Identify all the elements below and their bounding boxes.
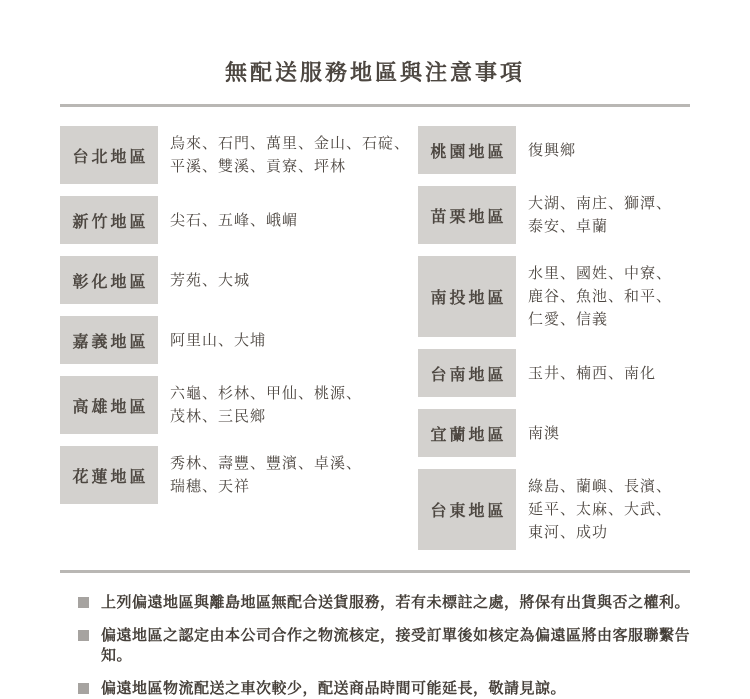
- region-row: [60, 446, 410, 504]
- region-row: [418, 469, 690, 550]
- region-areas: [170, 256, 250, 304]
- area-line: 阿里山、大埔: [170, 331, 267, 349]
- area-line: 南澳: [528, 424, 561, 442]
- region-row: [60, 196, 410, 244]
- area-line: 尖石、五峰、峨嵋: [170, 211, 299, 229]
- area-line: 延平、太麻、大武、: [528, 501, 673, 518]
- region-areas: [170, 446, 362, 504]
- region-label: 台東地區: [418, 469, 516, 550]
- region-row: [418, 186, 690, 244]
- region-areas: [528, 469, 672, 550]
- region-row: [418, 409, 690, 457]
- area-line: 玉井、楠西、南化: [528, 364, 657, 382]
- area-line: 仁愛、信義: [528, 311, 609, 328]
- note-item: [78, 679, 690, 699]
- region-row: [60, 126, 410, 184]
- region-label: 新竹地區: [60, 196, 158, 244]
- area-line: 鹿谷、魚池、和平、: [528, 288, 673, 305]
- region-label: 宜蘭地區: [418, 409, 516, 457]
- region-label: 台南地區: [418, 349, 516, 397]
- region-areas: [528, 256, 672, 337]
- region-row: [418, 126, 690, 174]
- region-row: [418, 256, 690, 337]
- area-line: 芳苑、大城: [170, 271, 251, 289]
- area-line: 大湖、南庄、獅潭、: [528, 195, 673, 212]
- region-row: [60, 256, 410, 304]
- square-bullet-icon: [78, 597, 89, 608]
- region-label: 南投地區: [418, 256, 516, 337]
- page-title: 無配送服務地區與注意事項: [224, 60, 525, 85]
- region-label: 桃園地區: [418, 126, 516, 174]
- region-areas: [528, 409, 560, 457]
- area-line: 秀林、壽豐、豐濱、卓溪、: [170, 455, 363, 472]
- area-line: 茂林、三民鄉: [170, 408, 267, 425]
- regions-column-left: [60, 126, 410, 550]
- square-bullet-icon: [78, 683, 89, 694]
- region-row: [60, 316, 410, 364]
- region-label: 嘉義地區: [60, 316, 158, 364]
- square-bullet-icon: [78, 630, 89, 641]
- area-line: 東河、成功: [528, 524, 609, 541]
- area-line: 復興鄉: [528, 141, 577, 159]
- regions-table: [60, 107, 690, 550]
- note-item: [78, 626, 690, 666]
- note-item: [78, 593, 690, 613]
- region-label: 花蓮地區: [60, 446, 158, 504]
- region-areas: [170, 316, 266, 364]
- area-line: 綠島、蘭嶼、長濱、: [528, 478, 673, 495]
- region-row: [418, 349, 690, 397]
- regions-column-right: [418, 126, 690, 550]
- area-line: 平溪、雙溪、貢寮、坪林: [170, 158, 347, 175]
- region-areas: [528, 349, 656, 397]
- region-label: 彰化地區: [60, 256, 158, 304]
- note-text: 偏遠地區之認定由本公司合作之物流核定，接受訂單後如核定為偏遠區將由客服聯繫告知。: [101, 627, 691, 664]
- notes-list: [60, 573, 690, 699]
- note-text: 上列偏遠地區與離島地區無配合送貨服務，若有未標註之處，將保有出貨與否之權利。: [101, 594, 691, 611]
- region-label: 高雄地區: [60, 376, 158, 434]
- region-label: 台北地區: [60, 126, 158, 184]
- area-line: 水里、國姓、中寮、: [528, 265, 673, 282]
- region-areas: [528, 186, 672, 244]
- region-areas: [528, 126, 576, 174]
- area-line: 烏來、石門、萬里、金山、石碇、: [170, 135, 411, 152]
- region-areas: [170, 196, 298, 244]
- area-line: 六龜、杉林、甲仙、桃源、: [170, 385, 363, 402]
- area-line: 泰安、卓蘭: [528, 218, 609, 235]
- region-label: 苗栗地區: [418, 186, 516, 244]
- area-line: 瑞穗、天祥: [170, 478, 251, 495]
- region-row: [60, 376, 410, 434]
- note-text: 偏遠地區物流配送之車次較少，配送商品時間可能延長，敬請見諒。: [101, 680, 567, 697]
- region-areas: [170, 376, 362, 434]
- region-areas: [170, 126, 410, 184]
